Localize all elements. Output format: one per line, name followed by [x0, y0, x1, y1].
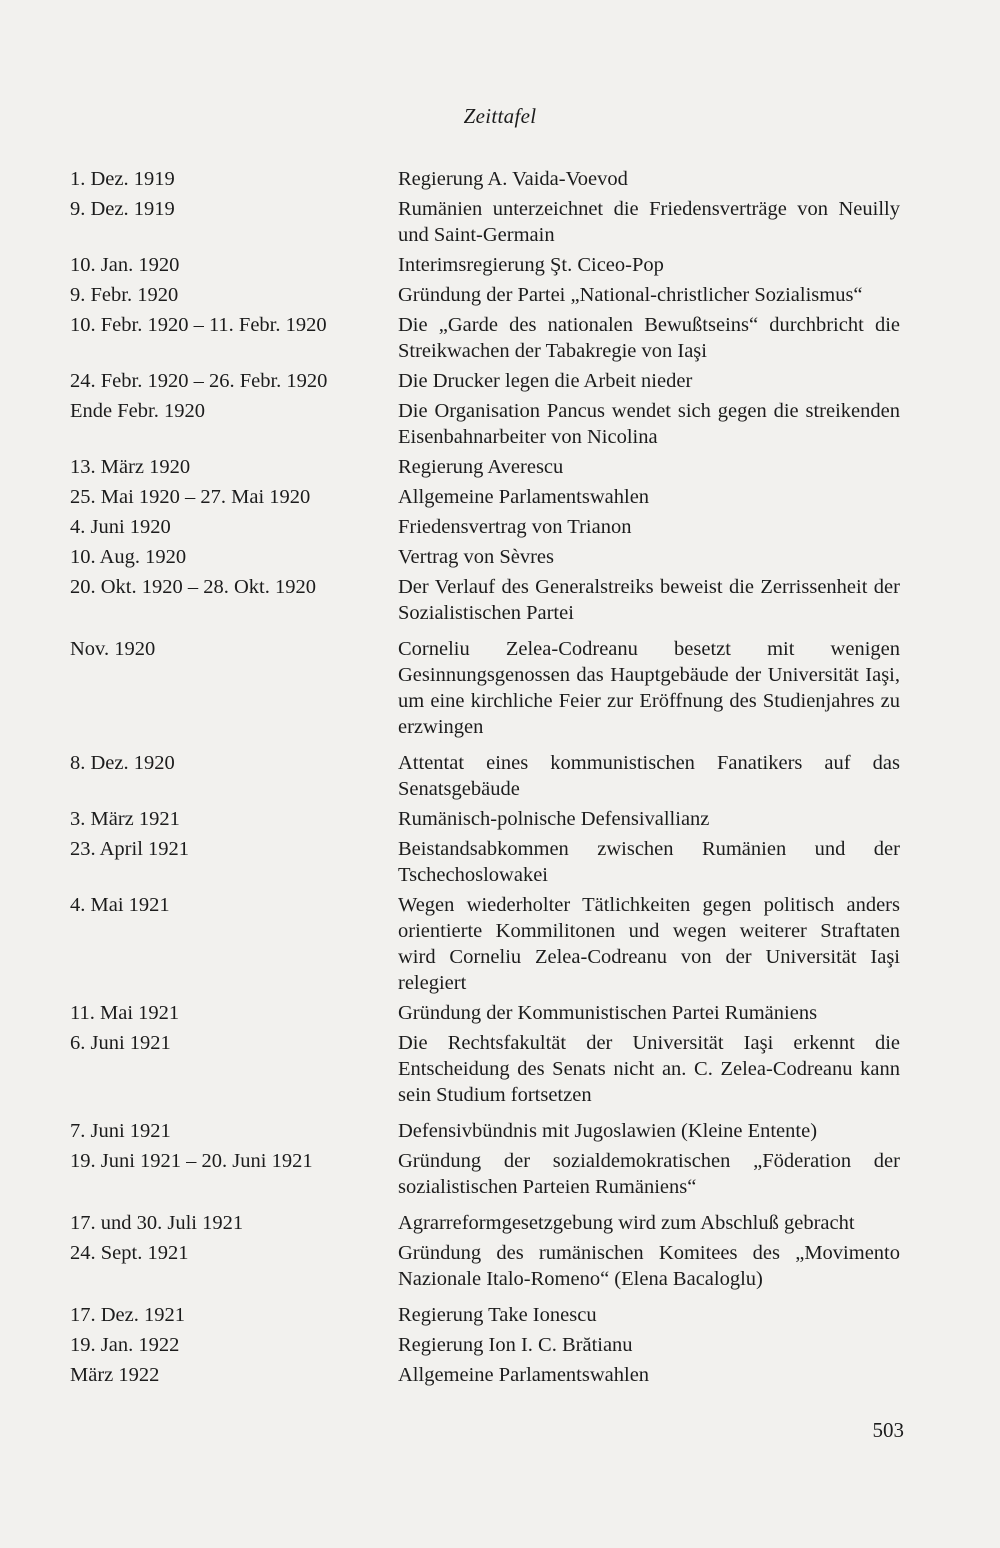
chronology-entry [70, 368, 900, 394]
entry-date: 10. Aug. 1920 [70, 546, 187, 568]
chronology-table [70, 166, 900, 1392]
entry-text: Attentat eines kommunistischen Fanatikers auf das Senatsgebäude [398, 752, 900, 800]
entry-date: 25. Mai 1920 – 27. Mai 1920 [70, 486, 311, 508]
entry-date: 20. Okt. 1920 – 28. Okt. 1920 [70, 576, 316, 598]
chronology-entry [70, 1210, 900, 1236]
chronology-entry [70, 1240, 900, 1292]
entry-text: Interimsregierung Şt. Ciceo-Pop [398, 254, 664, 276]
chronology-entry [70, 1030, 900, 1108]
chronology-entry [70, 806, 900, 832]
entry-text: Corneliu Zelea-Codreanu besetzt mit wenigen Gesinnungsgenossen das Hauptgebäude der Universität Iaşi, um eine kirchliche Feier zur Eröffnung des Studienjahres zu erzwingen [398, 638, 900, 738]
entry-text: Defensivbündnis mit Jugoslawien (Kleine Entente) [398, 1120, 818, 1142]
entry-date: 7. Juni 1921 [70, 1120, 171, 1142]
entry-text: Die Organisation Pancus wendet sich gegen die streikenden Eisenbahnarbeiter von Nicolina [398, 400, 900, 448]
chronology-entry [70, 750, 900, 802]
chronology-entry [70, 574, 900, 626]
page-number: 503 [872, 1418, 904, 1442]
chronology-entry [70, 1302, 900, 1328]
entry-text: Regierung A. Vaida-Voevod [398, 168, 628, 190]
entry-date: 8. Dez. 1920 [70, 752, 175, 774]
entry-text: Vertrag von Sèvres [398, 546, 554, 568]
chronology-entry [70, 454, 900, 480]
entry-text: Gründung der sozialdemokratischen „Föderation der sozialistischen Parteien Rumäniens“ [398, 1150, 900, 1198]
chronology-entry [70, 312, 900, 364]
chronology-entry [70, 544, 900, 570]
entry-date: 19. Juni 1921 – 20. Juni 1921 [70, 1150, 313, 1172]
entry-text: Allgemeine Parlamentswahlen [398, 1364, 650, 1386]
chronology-entry [70, 398, 900, 450]
chronology-entry [70, 484, 900, 510]
chronology-entry [70, 1000, 900, 1026]
chronology-entry [70, 836, 900, 888]
entry-text: Allgemeine Parlamentswahlen [398, 486, 650, 508]
chronology-entry [70, 282, 900, 308]
entry-date: Ende Febr. 1920 [70, 400, 205, 422]
entry-text: Regierung Ion I. C. Brătianu [398, 1334, 633, 1356]
entry-date: 9. Dez. 1919 [70, 198, 175, 220]
entry-date: 9. Febr. 1920 [70, 284, 179, 306]
entry-text: Regierung Take Ionescu [398, 1304, 597, 1326]
entry-date: 23. April 1921 [70, 838, 190, 860]
entry-text: Rumänien unterzeichnet die Friedensverträge von Neuilly und Saint-Germain [398, 198, 900, 246]
chronology-entry [70, 1118, 900, 1144]
entry-date: Nov. 1920 [70, 638, 156, 660]
entry-date: 17. Dez. 1921 [70, 1304, 186, 1326]
entry-text: Gründung der Kommunistischen Partei Rumäniens [398, 1002, 818, 1024]
entry-text: Die „Garde des nationalen Bewußtseins“ durchbricht die Streikwachen der Tabakregie von Iaşi [398, 314, 900, 362]
entry-date: 17. und 30. Juli 1921 [70, 1212, 244, 1234]
entry-text: Beistandsabkommen zwischen Rumänien und der Tschechoslowakei [398, 838, 900, 886]
entry-date: 3. März 1921 [70, 808, 180, 830]
entry-text: Der Verlauf des Generalstreiks beweist die Zerrissenheit der Sozialistischen Partei [398, 576, 900, 624]
running-head: Zeittafel [463, 104, 537, 128]
entry-text: Friedensvertrag von Trianon [398, 516, 632, 538]
entry-text: Gründung des rumänischen Komitees des „Movimento Nazionale Italo-Romeno“ (Elena Bacaloglu) [398, 1242, 900, 1290]
entry-text: Wegen wiederholter Tätlichkeiten gegen politisch anders orientierte Kommilitonen und wegen weiterer Straftaten wird Corneliu Zelea-Codreanu von der Universität Iaşi relegiert [398, 894, 900, 994]
chronology-entry [70, 166, 900, 192]
chronology-entry [70, 196, 900, 248]
entry-date: 10. Febr. 1920 – 11. Febr. 1920 [70, 314, 327, 336]
chronology-entry [70, 252, 900, 278]
entry-date: 10. Jan. 1920 [70, 254, 180, 276]
chronology-entry [70, 1148, 900, 1200]
chronology-entry [70, 892, 900, 996]
entry-date: 24. Febr. 1920 – 26. Febr. 1920 [70, 370, 328, 392]
entry-date: 6. Juni 1921 [70, 1032, 171, 1054]
entry-date: 13. März 1920 [70, 456, 191, 478]
chronology-entry [70, 514, 900, 540]
chronology-entry [70, 1362, 900, 1388]
entry-date: 11. Mai 1921 [70, 1002, 180, 1024]
entry-date: 4. Juni 1920 [70, 516, 171, 538]
entry-text: Die Rechtsfakultät der Universität Iaşi erkennt die Entscheidung des Senats nicht an. C. Zelea-Codreanu kann sein Studium fortsetzen [398, 1032, 900, 1106]
entry-text: Regierung Averescu [398, 456, 564, 478]
chronology-entry [70, 636, 900, 740]
entry-text: Agrarreformgesetzgebung wird zum Abschluß gebracht [398, 1212, 855, 1234]
entry-date: 4. Mai 1921 [70, 894, 170, 916]
entry-date: 24. Sept. 1921 [70, 1242, 189, 1264]
entry-date: 19. Jan. 1922 [70, 1334, 180, 1356]
chronology-entry [70, 1332, 900, 1358]
entry-date: 1. Dez. 1919 [70, 168, 175, 190]
entry-date: März 1922 [70, 1364, 160, 1386]
entry-text: Die Drucker legen die Arbeit nieder [398, 370, 693, 392]
entry-text: Gründung der Partei „National-christlicher Sozialismus“ [398, 284, 863, 306]
entry-text: Rumänisch-polnische Defensivallianz [398, 808, 710, 830]
